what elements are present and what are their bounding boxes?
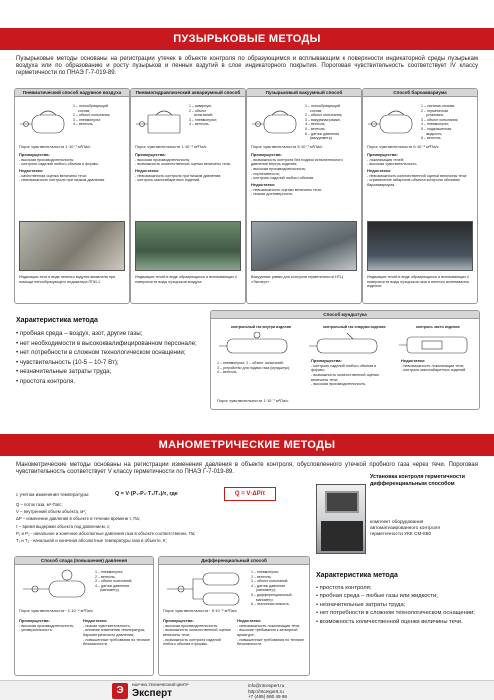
- bubble-method-dis-item: - низкая достоверность.: [251, 192, 357, 197]
- bubble-method-adv-label: Преимущества:: [367, 152, 398, 157]
- mano-char-title: Характеристика метода: [316, 572, 398, 579]
- bubble-char-list: [16, 329, 206, 387]
- bubble-method-scheme: [134, 105, 188, 141]
- bubble-method-dis-label: Недостатки:: [19, 167, 44, 173]
- mano-formula-2: Q = V·ΔP/τ: [224, 487, 276, 501]
- bubble-method-dis-item: - качественная оценка величины течи;: [19, 174, 125, 179]
- bubble-method-box: [246, 88, 362, 304]
- mano-method-2-dis-label: Недостатки:: [237, 618, 262, 623]
- equip-caption: Установка контроля герметичности дифференциальным способом: [370, 474, 465, 487]
- mouthpiece-col-3: контроль части изделия: [416, 325, 460, 329]
- bubble-method-adv-label: Преимущества:: [19, 152, 50, 157]
- mouthpiece-dis-item: - контроль малогабаритных изделий.: [401, 368, 477, 373]
- mouthpiece-advantages: [311, 359, 389, 387]
- bubble-method-dis-list: [135, 174, 241, 183]
- mano-method-1-threshold: Порог чувствительности~ 1·10⁻⁴ м³Па/с: [19, 608, 93, 613]
- mano-method-2-advantages: [163, 619, 233, 647]
- bubble-method-adv-label: Преимущества:: [251, 152, 282, 157]
- mano-intro: Манометрические методы основаны на регистрации изменения давления в объекте контроля, обусловленного утечкой пробного газа через течи. Пороговая чувствительность соответствует V классу герметичности по ПНАЭ Г-7-019-89.: [16, 462, 478, 476]
- mano-method-1-scheme: [19, 569, 91, 603]
- mano-method-1-dis-item: - низкая чувствительность;: [83, 624, 153, 629]
- equip-photo: [316, 484, 366, 554]
- bubble-char-item: • простота контроля.: [16, 377, 206, 387]
- bubble-method-threshold: Порог чувствительности 1·10⁻⁶ м³Па/с: [135, 144, 207, 149]
- mano-method-1-adv-item: - высокая производительность;: [19, 624, 81, 629]
- bubble-method-dis-item: - контроль малогабаритных изделий.: [135, 178, 241, 183]
- mano-char-list: [316, 584, 486, 626]
- bubble-method-title: Пневмогидравлический аквариумный способ: [131, 89, 245, 97]
- bubble-method-dis-item: - ограничение габаритов объекта контроля объемом бароаквариума.: [367, 178, 473, 187]
- bubble-method-dis-list: [19, 174, 125, 183]
- mano-method-2-adv-item: - возможность количественной оценки величины течи;: [163, 628, 233, 637]
- mouthpiece-box: [210, 310, 480, 410]
- mano-method-1-box: [14, 556, 154, 676]
- mano-method-2-adv-item: - возможность контроля изделий любого объема и формы.: [163, 638, 233, 647]
- mano-char-item: • простота контроля;: [316, 584, 486, 592]
- bubble-method-advantages: [19, 153, 125, 183]
- mouthpiece-adv-item: - контроль изделий любого объема и формы;: [311, 364, 389, 373]
- bubble-method-threshold: Порог чувствительности 5·10⁻⁷ м³Па/с: [251, 144, 323, 149]
- bubble-method-adv-item: - высокая производительность;: [135, 158, 241, 163]
- mano-method-2-box: [158, 556, 310, 676]
- bubble-method-legend: 1 – пенообразующий состав; 2 – объект испытания; 3 – пневмопульт; 4 – вентиль.: [73, 104, 111, 127]
- mano-method-1-adv-label: Преимущества:: [19, 618, 50, 623]
- mano-method-1-legend: 1 – пневмопульт; 2 – вентиль; 3 – объект испытаний; 4 – датчик давления (манометр).: [95, 570, 133, 593]
- bubble-method-photo-caption: Индикация течей в виде образующихся и всплывающих к поверхности воды пузырьков воздуха: [135, 275, 237, 284]
- bubble-method-legend: 1 – система откачки; 2 – герметичная установка; 3 – объект испытания; 4 – пневмопульт; 5 – подкрашенная жидкость; 6 – вентиль.: [421, 104, 459, 141]
- contact-email[interactable]: info@ntcexpert.ru: [248, 683, 285, 688]
- bubble-method-dis-label: Недостатки:: [135, 167, 160, 173]
- mano-char-item: • нет потребности в сложном технологическом оснащении;: [316, 609, 486, 617]
- bubble-title-banner: [0, 28, 494, 50]
- mano-variables: [16, 501, 256, 544]
- mano-method-2-adv-item: - высокая производительность;: [163, 624, 233, 629]
- mano-method-1-title: Способ спада (повышения) давления: [15, 557, 153, 565]
- bubble-method-dis-list: [251, 188, 357, 197]
- mano-variable-item: P₁ и P₂ - начальное и конечное абсолютные давления газа в объекте соответственно, Па;: [16, 530, 196, 536]
- mano-char-item: • незначительные затраты труда;: [316, 601, 486, 609]
- bubble-method-adv-item: - портативность;: [251, 172, 357, 177]
- bubble-method-dis-item: - невозможность количественной оценки величины течи;: [367, 174, 473, 179]
- bubble-method-photo-caption: Вакуумные рамки для контроля герметичности НТЦ «Эксперт»: [251, 275, 343, 284]
- bubble-method-adv-item: - высокая чувствительность.: [367, 162, 473, 167]
- mano-title: МАНОМЕТРИЧЕСКИЕ МЕТОДЫ: [158, 439, 336, 451]
- equip-screen: [325, 491, 359, 513]
- bubble-method-photo: [135, 221, 241, 271]
- contacts: [248, 683, 287, 700]
- mouthpiece-disadvantages: [401, 359, 477, 373]
- bubble-method-adv-list: [135, 158, 241, 167]
- mano-method-2-adv-label: Преимущества:: [163, 618, 194, 623]
- bubble-method-dis-label: Недостатки:: [251, 181, 276, 187]
- bubble-char-item: • чувствительность (10-5 – 10-7 Вт);: [16, 358, 206, 368]
- mano-method-1-disadvantages: [83, 619, 153, 647]
- mano-formula-intro: с учетом изменения температуры:: [16, 492, 90, 497]
- bubble-method-photo-caption: Индикация течи в виде пенного вздутия выявлена при помощи пенообразующего индикатора ППИ-1: [19, 275, 116, 284]
- bubble-method-adv-item: - локализация течей;: [367, 158, 473, 163]
- mouthpiece-title: Способ мундштука: [211, 311, 479, 319]
- mano-variable-item: T₁ и T₂ - начальная и конечная абсолютные температуры газа в объекте, К;: [16, 538, 167, 544]
- bubble-method-scheme: [366, 105, 420, 141]
- company-subtitle: НАУЧНО-ТЕХНИЧЕСКИЙ ЦЕНТР: [132, 683, 189, 687]
- footer: [0, 680, 494, 700]
- bubble-method-photo: [251, 221, 357, 271]
- mano-variable-item: ΔP – изменение давления в объекте в течение времени τ, Па;: [16, 516, 140, 522]
- bubble-method-adv-label: Преимущества:: [135, 152, 166, 157]
- bubble-method-dis-label: Недостатки:: [367, 167, 392, 173]
- bubble-method-legend: 1 – пенообразующий состав; 2 – объект испытания; 3 – вакуумная рамка; 4 – вентиль; 5 – вентиль; 6 – датчик давления (вакуумметр).: [305, 104, 343, 141]
- bubble-method-adv-item: - контроль изделий любого объема.: [251, 176, 357, 181]
- bubble-char-title: Характеристика метода: [16, 317, 98, 324]
- bubble-method-advantages: [367, 153, 473, 188]
- bubble-method-box: [130, 88, 246, 304]
- bubble-method-advantages: [135, 153, 241, 183]
- bubble-method-dis-item: - невозможность контроля при низком давлении;: [135, 174, 241, 179]
- bubble-method-advantages: [251, 153, 357, 197]
- bubble-method-threshold: Порог чувствительности 6·10⁻⁸ м³Па/с: [367, 144, 439, 149]
- mano-method-1-dis-label: Недостатки:: [83, 618, 108, 623]
- mouthpiece-legend: 1 – пневмопульт; 2 – объект испытаний; 3 – устройство для подачи газа (мундштук); 4 – вентиль.: [217, 361, 290, 375]
- mano-variable-item: V – внутренний объем объекта, м³;: [16, 509, 86, 515]
- mano-method-2-dis-item: - высокие требования к затворной арматуре;: [237, 628, 309, 637]
- company-logo-icon: Э: [112, 683, 128, 699]
- equip-body: [321, 521, 363, 551]
- mano-char-item: • возможность количественной оценки величины течи.: [316, 618, 486, 626]
- bubble-method-title: Пузырьковый вакуумный способ: [247, 89, 361, 97]
- mouthpiece-adv-label: Преимущества:: [311, 358, 342, 363]
- equip-caption-2: комплект оборудования автоматизированного контроля герметичности УКК СМ-850: [370, 520, 440, 538]
- bubble-method-adv-list: [367, 158, 473, 167]
- mano-title-banner: [0, 434, 494, 456]
- mano-method-2-dis-item: - невозможность локализации течи;: [237, 624, 309, 629]
- mano-method-2-dis-item: - повышенные требования по технике безопасности.: [237, 638, 309, 647]
- mano-method-1-adv-item: - универсальность.: [19, 628, 81, 633]
- bubble-method-box: [14, 88, 130, 304]
- mouthpiece-dis-label: Недостатки:: [401, 358, 426, 363]
- bubble-method-photo-caption: Индикация течей в виде образующихся и всплывающих к поверхности воды пузырьков газа и пенного вспенивания изделия: [367, 275, 469, 289]
- mano-method-2-title: Дифференциальный способ: [159, 557, 309, 565]
- mouthpiece-schemes: [217, 331, 475, 359]
- bubble-method-dis-item: - невозможность оценки величины течи;: [251, 188, 357, 193]
- company-name: Эксперт: [132, 688, 173, 699]
- mouthpiece-col-1: контрольный газ внутри изделия: [231, 325, 291, 329]
- bubble-title: ПУЗЫРЬКОВЫЕ МЕТОДЫ: [173, 33, 321, 45]
- mouthpiece-col-2: контрольный газ снаружи изделия: [323, 325, 386, 329]
- bubble-method-legend: 1 – аквариум; 2 – объект испытаний; 3 – пневмопульт; 4 – вентиль.: [189, 104, 218, 127]
- bubble-method-adv-item: - возможность контроля без подачи испытательного давления внутрь изделия;: [251, 158, 357, 167]
- mano-formula-1: Q = V·(P₁-P₂·T₁/T₂)/τ, где: [115, 491, 178, 497]
- mouthpiece-dis-item: - невозможность локализации течи;: [401, 364, 477, 369]
- mano-method-2-legend: 1 – пневмопульт; 2 – вентиль; 3 – объект испытаний; 4 – датчик давления (манометр); 5 – дифференциальный манометр; 6 – эталонная емкость.: [251, 570, 292, 607]
- mano-method-1-dis-item: - влияние изменения температуры, барометрического давления;: [83, 628, 153, 637]
- bubble-method-scheme: [18, 105, 72, 141]
- bubble-method-adv-item: - возможность количественной оценки величины течи.: [135, 162, 241, 167]
- bubble-method-title: Пневматический способ надувное воздуха: [15, 89, 129, 97]
- bubble-method-adv-list: [19, 158, 125, 167]
- bubble-method-adv-item: - высокая производительность;: [251, 167, 357, 172]
- bubble-method-photo: [367, 221, 473, 271]
- mouthpiece-adv-item: - возможность количественной оценки величины течи;: [311, 373, 389, 382]
- bubble-char-item: • нет необходимости в высококвалифицированном персонале;: [16, 339, 206, 349]
- bubble-char-item: • незначительные затраты труда;: [16, 367, 206, 377]
- bubble-method-adv-list: [251, 158, 357, 181]
- mano-variable-item: τ – время выдержки объекта под давлением, с;: [16, 523, 111, 529]
- mano-method-2-scheme: [163, 569, 247, 607]
- bubble-method-box: [362, 88, 478, 304]
- bubble-method-adv-item: - контроль изделий любого объема и формы.: [19, 162, 125, 167]
- mouthpiece-adv-item: - высокая производительность.: [311, 382, 389, 387]
- contact-site[interactable]: http://ntcexpert.ru: [248, 688, 284, 694]
- mano-method-2-threshold: Порог чувствительности~ 5·10⁻⁵ м³Па/с: [163, 608, 237, 613]
- mano-method-2-disadvantages: [237, 619, 309, 647]
- bubble-intro: Пузырьковые методы основаны на регистрации утечек в объекте контроля по образующимся и всплывающим к поверхности индикаторной среды пузырькам воздуха или по образованию и росту пузырьков и пенных вздутий в слое индикаторного покрытия. Пороговая чувствительность соответствует IV классу герметичности по ПНАЭ Г-7-019-89.: [16, 56, 478, 77]
- bubble-method-scheme: [250, 105, 304, 141]
- bubble-char-item: • пробная среда – воздух, азот, другие газы;: [16, 329, 206, 339]
- bubble-method-adv-item: - высокая производительность;: [19, 158, 125, 163]
- mano-char-item: • пробная среда – любые газы или жидкости;: [316, 592, 486, 600]
- bubble-method-threshold: Порог чувствительности 1·10⁻⁷ м³Па/с: [19, 144, 91, 149]
- contact-phone: +7 (495) 660 49 68: [248, 694, 287, 700]
- mano-method-1-advantages: [19, 619, 81, 633]
- bubble-method-title: Способ бароаквариума: [363, 89, 477, 97]
- bubble-method-photo: [19, 221, 125, 271]
- mano-method-1-dis-item: - повышенные требования по технике безопасности.: [83, 638, 153, 647]
- bubble-method-dis-list: [367, 174, 473, 188]
- bubble-method-dis-item: - невозможность контроля при низком давлении.: [19, 178, 125, 183]
- bubble-char-item: • нет потребности в сложном технологическом оснащении;: [16, 348, 206, 358]
- mouthpiece-threshold: Порог чувствительности 1·10⁻⁷ м³Па/с: [217, 398, 289, 403]
- mano-variable-item: Q – поток газа, м³·Па/с;: [16, 502, 63, 507]
